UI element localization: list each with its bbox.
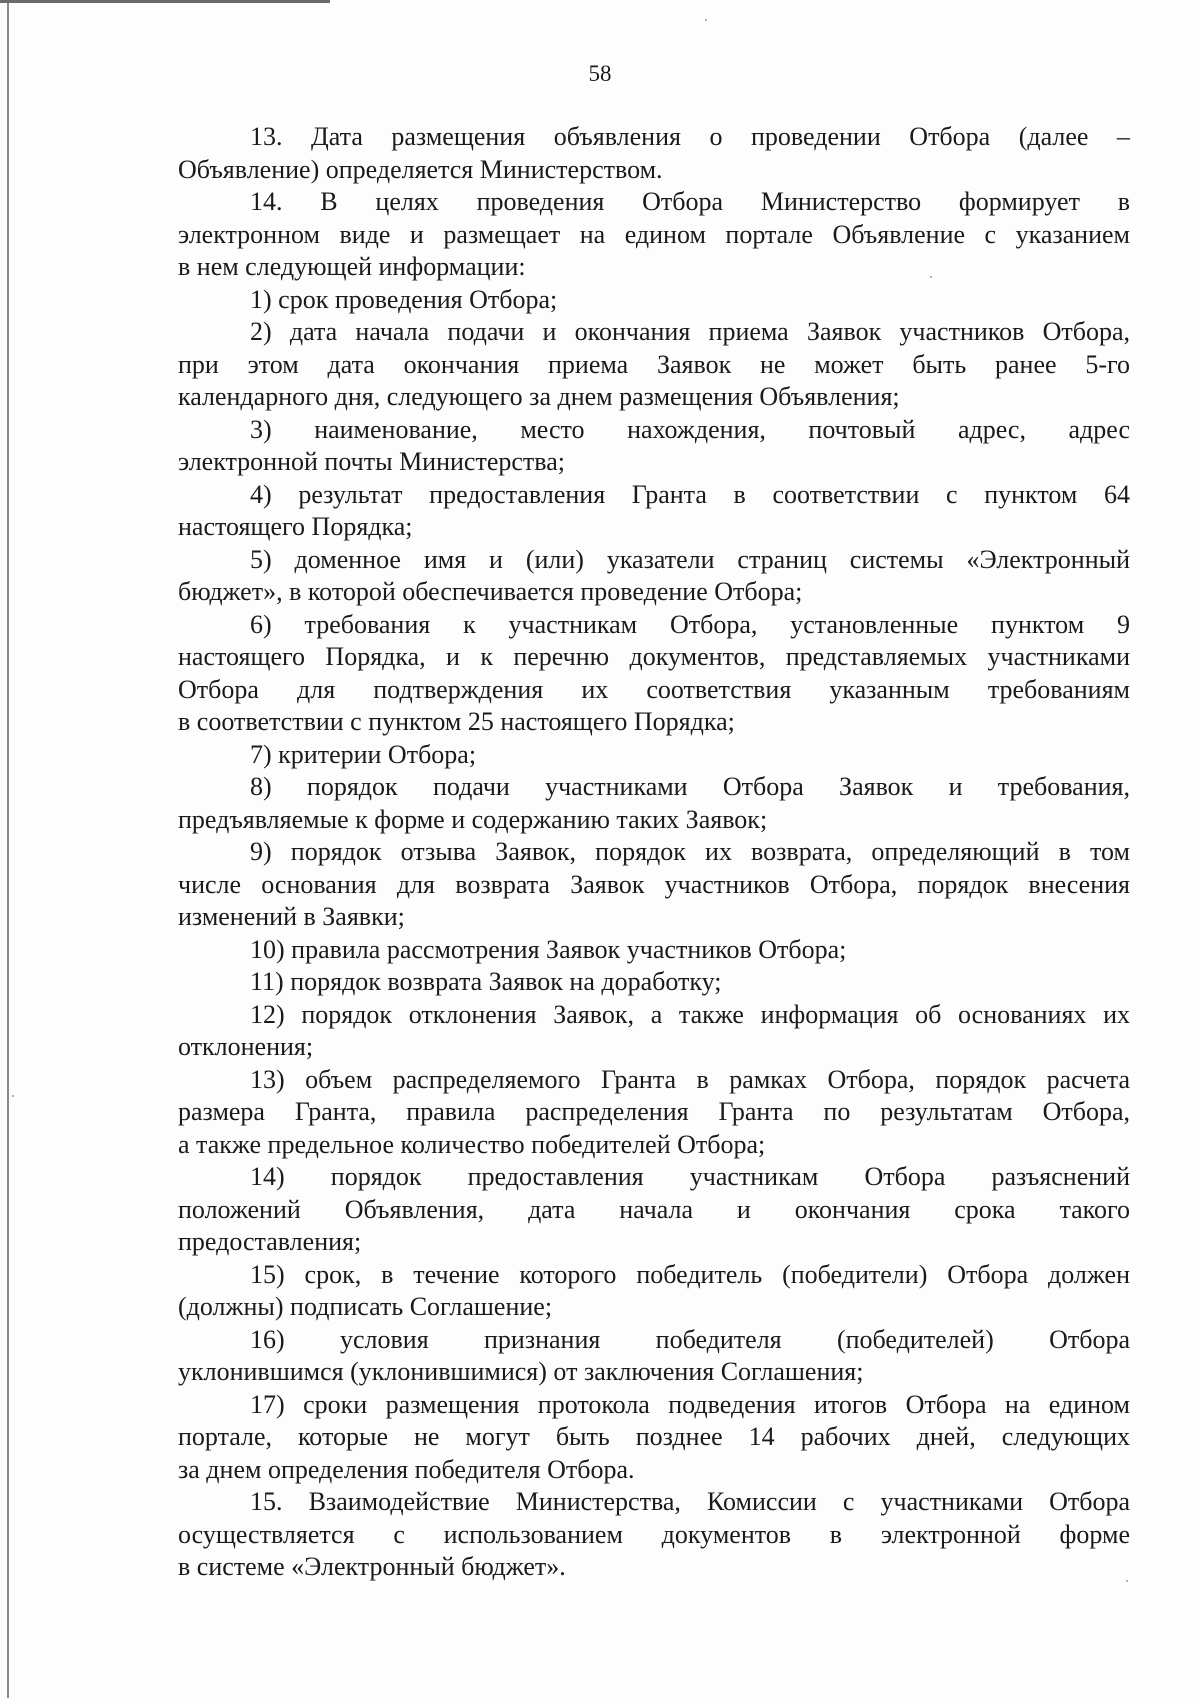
text-line: осуществляется с использованием документов в электронной форме xyxy=(178,1519,1130,1549)
text-line: 7) критерии Отбора; xyxy=(250,739,477,769)
paragraph xyxy=(178,186,1130,284)
text-line: 5) доменное имя и (или) указатели страниц системы «Электронный xyxy=(250,544,1130,574)
paragraph xyxy=(178,934,1130,967)
text-line: 15. Взаимодействие Министерства, Комиссии с участниками Отбора xyxy=(250,1487,1130,1516)
text-line: 16) условия признания победителя (победителей) Отбора xyxy=(250,1324,1130,1354)
text-line: настоящего Порядка, и к перечню документов, представляемых участниками xyxy=(178,642,1130,671)
paragraph xyxy=(178,479,1130,544)
text-line: в соответствии с пунктом 25 настоящего Порядка; xyxy=(178,707,735,736)
text-line: в нем следующей информации: xyxy=(178,252,526,281)
text-line: 13) объем распределяемого Гранта в рамках Отбора, порядок расчета xyxy=(250,1064,1130,1094)
paragraph xyxy=(178,1064,1130,1162)
text-line: 14. В целях проведения Отбора Министерство формирует в xyxy=(250,187,1130,216)
paragraph xyxy=(178,739,1130,772)
text-line: 10) правила рассмотрения Заявок участников Отбора; xyxy=(250,934,847,964)
paragraph xyxy=(178,999,1130,1064)
paragraph xyxy=(178,1161,1130,1259)
paragraph xyxy=(178,966,1130,999)
text-line: числе основания для возврата Заявок участников Отбора, порядок внесения xyxy=(178,869,1130,899)
page-number: 58 xyxy=(588,61,612,86)
text-line: электронном виде и размещает на едином портале Объявление с указанием xyxy=(178,219,1130,249)
paragraph xyxy=(178,771,1130,836)
paragraph xyxy=(178,414,1130,479)
text-line: 3) наименование, место нахождения, почтовый адрес, адрес xyxy=(250,414,1130,444)
text-line: (должны) подписать Соглашение; xyxy=(178,1292,553,1321)
text-line: за днем определения победителя Отбора. xyxy=(178,1454,635,1484)
text-line: положений Объявления, дата начала и окончания срока такого xyxy=(178,1194,1130,1224)
text-line: при этом дата окончания приема Заявок не может быть ранее 5-го xyxy=(178,349,1130,379)
text-line: 4) результат предоставления Гранта в соответствии с пунктом 64 xyxy=(250,479,1130,509)
scan-speck xyxy=(705,19,707,21)
text-line: отклонения; xyxy=(178,1032,314,1061)
text-line: 12) порядок отклонения Заявок, а также информация об основаниях их xyxy=(250,999,1130,1029)
text-line: размера Гранта, правила распределения Гранта по результатам Отбора, xyxy=(178,1097,1130,1126)
text-line: 13. Дата размещения объявления о проведении Отбора (далее – xyxy=(250,122,1130,151)
text-line: 17) сроки размещения протокола подведения итогов Отбора на едином xyxy=(250,1389,1130,1419)
text-line: Объявление) определяется Министерством. xyxy=(178,154,663,184)
text-line: настоящего Порядка; xyxy=(178,512,413,541)
text-line: бюджет», в которой обеспечивается проведение Отбора; xyxy=(178,577,803,606)
text-line: электронной почты Министерства; xyxy=(178,447,565,476)
text-line: предъявляемые к форме и содержанию таких Заявок; xyxy=(178,804,768,834)
text-line: а также предельное количество победителей Отбора; xyxy=(178,1129,766,1159)
paragraph xyxy=(178,836,1130,934)
paragraph xyxy=(178,316,1130,414)
text-line: изменений в Заявки; xyxy=(178,902,405,931)
paragraph xyxy=(178,1259,1130,1324)
text-line: 1) срок проведения Отбора; xyxy=(250,284,558,314)
scan-border-left xyxy=(7,0,9,1698)
text-line: 2) дата начала подачи и окончания приема Заявок участников Отбора, xyxy=(250,317,1130,346)
text-line: Отбора для подтверждения их соответствия указанным требованиям xyxy=(178,674,1130,704)
paragraph xyxy=(178,1324,1130,1389)
paragraph xyxy=(178,121,1130,186)
text-line: предоставления; xyxy=(178,1227,362,1256)
text-line: 11) порядок возврата Заявок на доработку; xyxy=(250,967,722,996)
scan-speck xyxy=(12,1095,14,1097)
paragraph xyxy=(178,284,1130,317)
scan-border-top xyxy=(0,0,330,3)
text-line: 14) порядок предоставления участникам Отбора разъяснений xyxy=(250,1162,1130,1191)
text-line: 9) порядок отзыва Заявок, порядок их возврата, определяющий в том xyxy=(250,837,1130,866)
paragraph xyxy=(178,1389,1130,1487)
paragraph xyxy=(178,609,1130,739)
text-line: уклонившимся (уклонившимися) от заключения Соглашения; xyxy=(178,1357,864,1386)
paragraph xyxy=(178,544,1130,609)
text-line: 8) порядок подачи участниками Отбора Заявок и требования, xyxy=(250,772,1130,801)
text-line: 15) срок, в течение которого победитель (победители) Отбора должен xyxy=(250,1259,1130,1289)
text-line: 6) требования к участникам Отбора, установленные пунктом 9 xyxy=(250,609,1130,639)
text-line: портале, которые не могут быть позднее 14 рабочих дней, следующих xyxy=(178,1422,1130,1451)
text-line: в системе «Электронный бюджет». xyxy=(178,1552,566,1581)
document-body xyxy=(178,121,1130,1584)
paragraph xyxy=(178,1486,1130,1584)
text-line: календарного дня, следующего за днем размещения Объявления; xyxy=(178,382,900,411)
